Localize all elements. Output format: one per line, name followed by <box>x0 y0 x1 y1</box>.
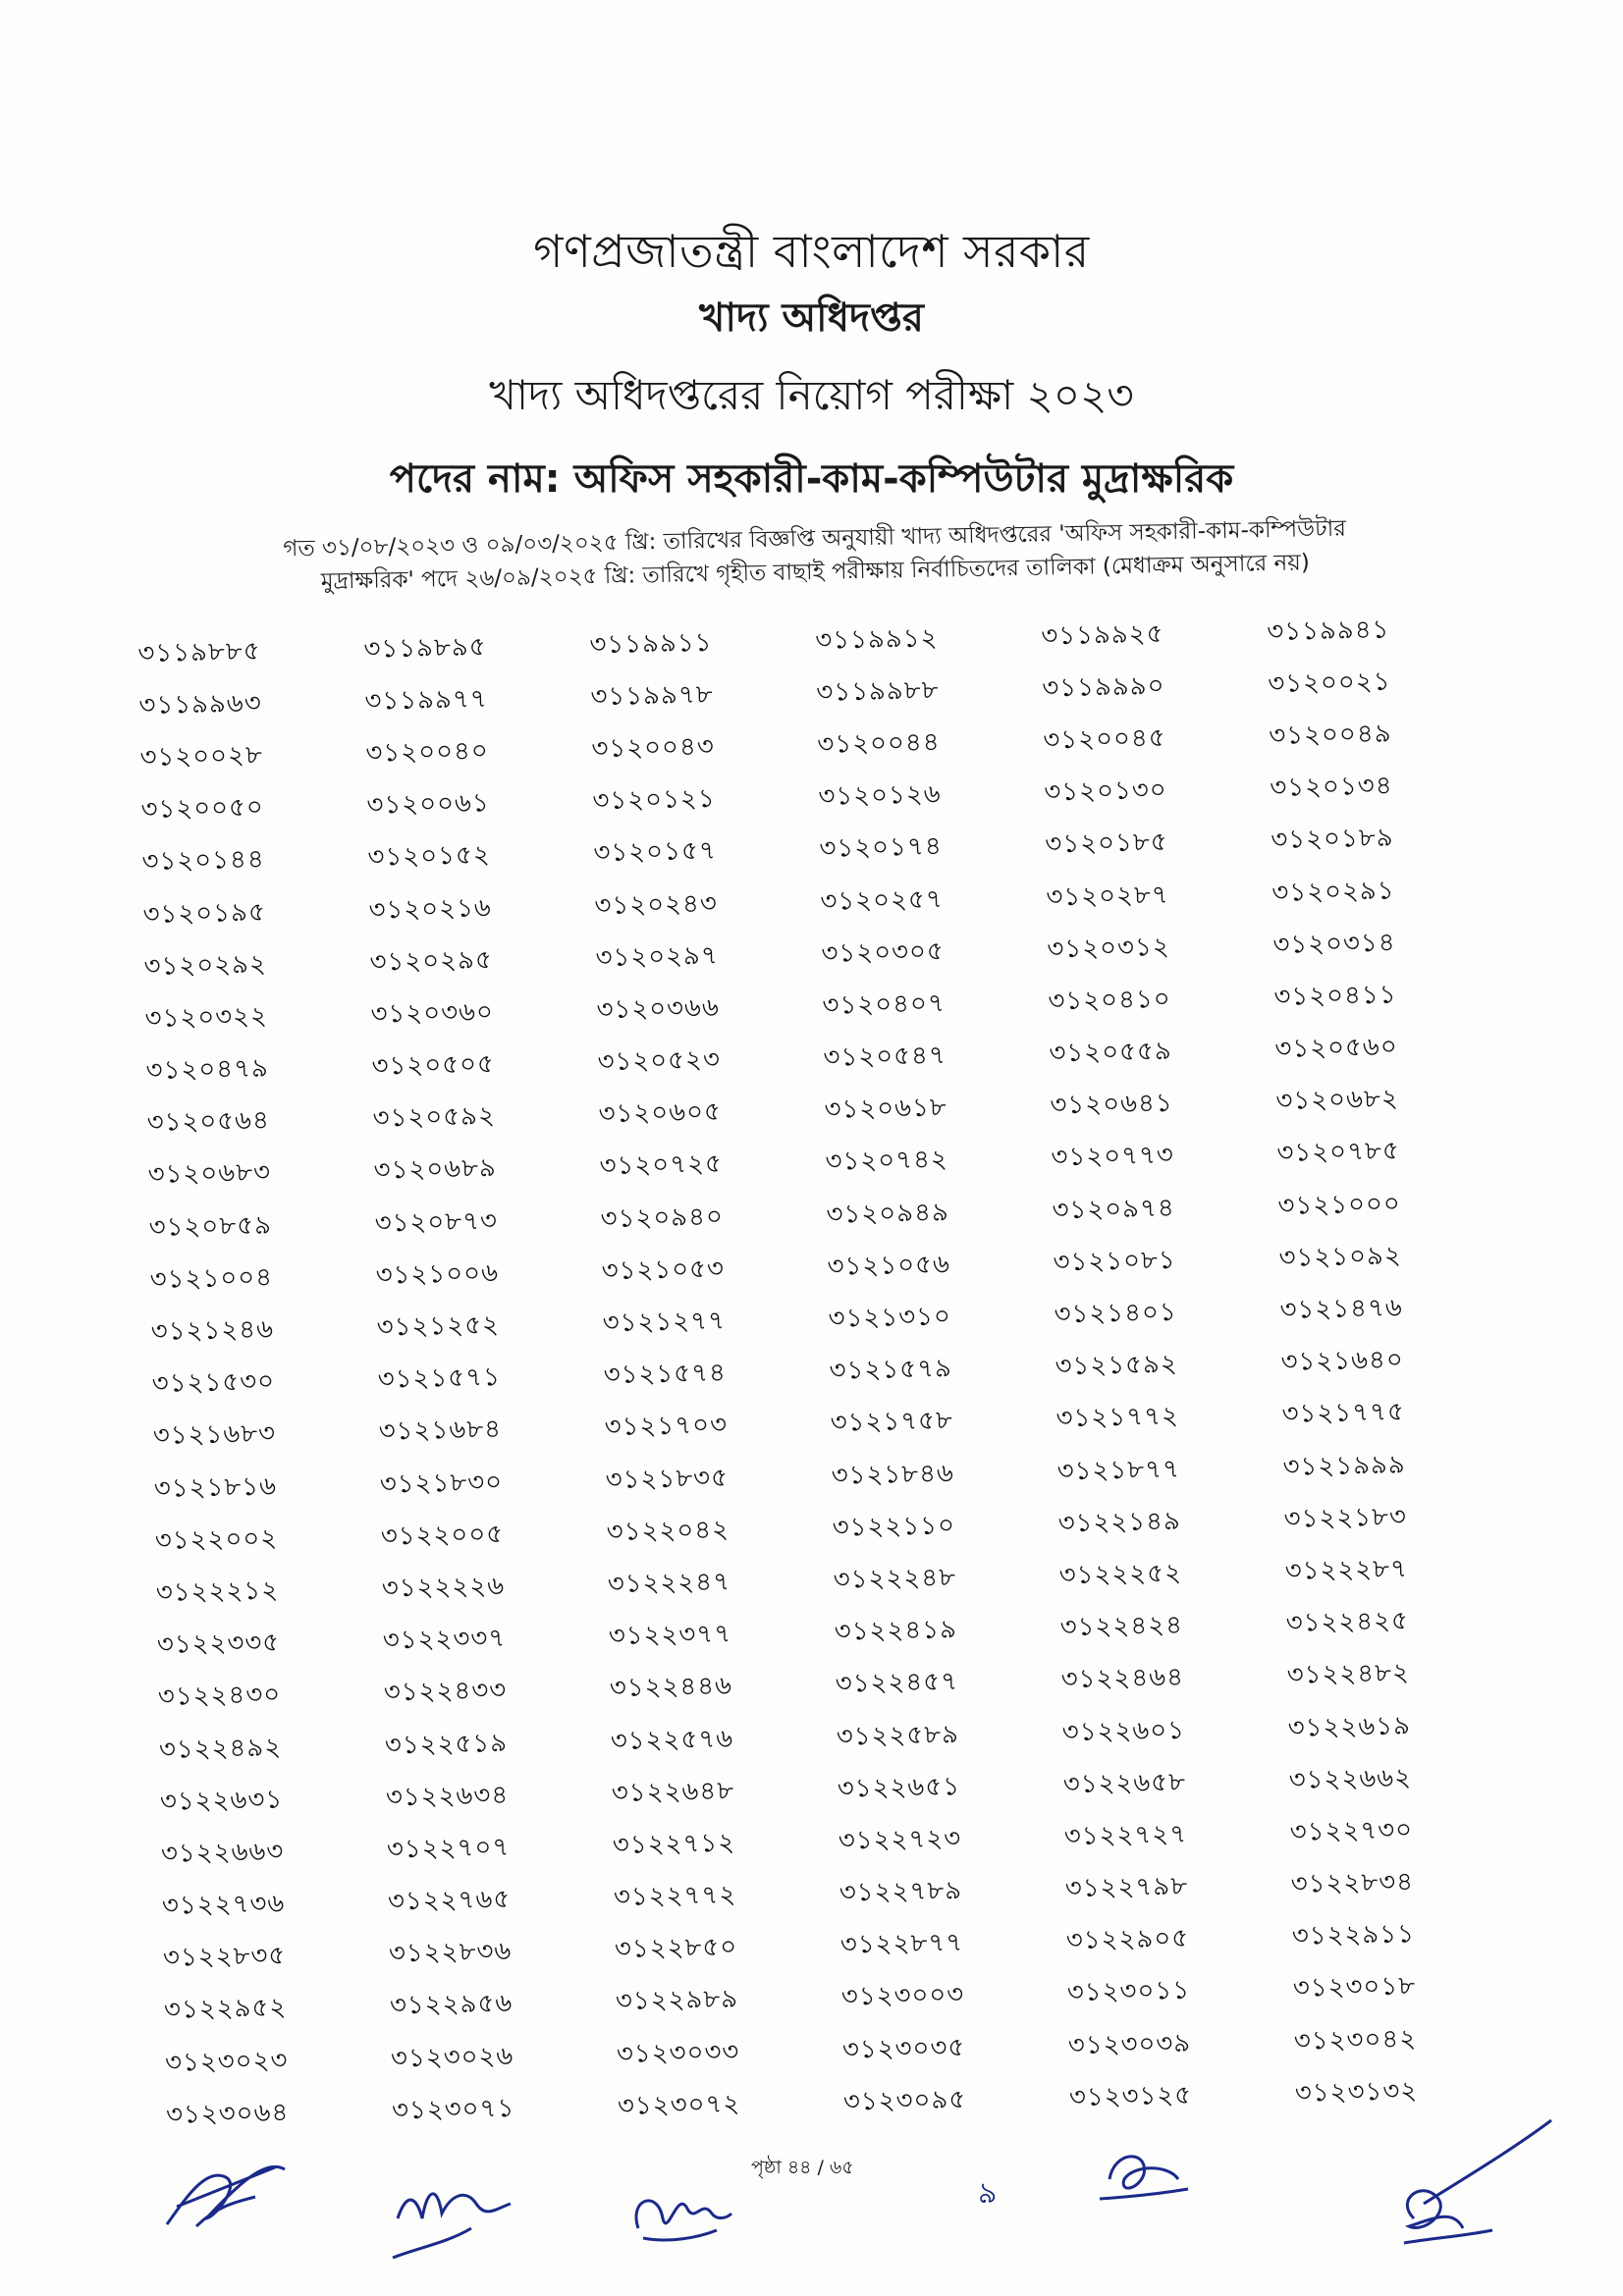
roll-number-cell: ৩১২২০০২ <box>154 1523 279 1556</box>
notice-line-1: গত ৩১/০৮/২০২৩ ও ০৯/০৩/২০২৫ খ্রি: তারিখের বিজ্ঞপ্তি অনুযায়ী খাদ্য অধিদপ্তরের 'অফিস সহকারী-কাম-কম্পিউটার <box>283 515 1347 562</box>
roll-number-cell: ৩১২০৩৬৬ <box>596 992 721 1025</box>
roll-number-cell: ৩১২২২৫২ <box>1058 1558 1183 1591</box>
roll-number-cell: ৩১২০০৪৫ <box>1043 722 1166 756</box>
signature-3 <box>619 2169 736 2258</box>
roll-number-cell: ৩১২২৪৩৩ <box>383 1676 508 1708</box>
roll-number-cell: ৩১২০৪০৭ <box>822 988 947 1021</box>
roll-number-cell: ৩১২০২১৬ <box>368 892 493 926</box>
roll-number-cell: ৩১২০৬১৮ <box>824 1093 948 1125</box>
roll-number-cell: ৩১২০৩১৪ <box>1272 928 1396 960</box>
roll-number-cell: ৩১২২৮৩৪ <box>1290 1867 1415 1899</box>
roll-number-cell: ৩১২০২৯৫ <box>369 944 494 978</box>
roll-number-cell: ৩১১৯৯৭৭ <box>364 683 488 717</box>
roll-number-cell: ৩১২১৬৪০ <box>1280 1345 1405 1377</box>
roll-number-cell: ৩১২১২৪৬ <box>150 1314 275 1347</box>
roll-number-cell: ৩১২২১১০ <box>832 1510 956 1543</box>
roll-number-cell: ৩১২০০২৮ <box>139 740 264 773</box>
roll-number-cell: ৩১২৩০৬৪ <box>165 2098 290 2130</box>
roll-number-cell: ৩১২০৬৮২ <box>1275 1084 1400 1117</box>
roll-number-cell: ৩১২১৭৭৫ <box>1281 1397 1406 1430</box>
roll-number-cell: ৩১২১৮৭৭ <box>1056 1454 1181 1486</box>
roll-number-cell: ৩১২৩০৩৩ <box>616 2037 740 2069</box>
roll-number-cell: ৩১২০৫৬৪ <box>146 1105 271 1139</box>
roll-number-cell: ৩১২২৯০৫ <box>1065 1923 1190 1956</box>
roll-number-cell: ৩১২২২২৬ <box>381 1571 506 1604</box>
roll-number-cell: ৩১২০৫২৩ <box>597 1044 722 1078</box>
roll-number-cell: ৩১২০১৩৪ <box>1270 771 1393 804</box>
roll-number-cell: ৩১২২৬৩১ <box>159 1785 284 1817</box>
roll-number-cell: ৩১১৯৯৮৮ <box>816 675 940 708</box>
roll-number-cell: ৩১২১৮১৬ <box>153 1471 278 1504</box>
roll-number-cell: ৩১২২৬৬২ <box>1288 1763 1413 1795</box>
signature-4 <box>1090 2140 1208 2218</box>
roll-number-cell: ৩১২১২৭৭ <box>602 1306 727 1339</box>
roll-number-cell: ৩১২২৫৭৬ <box>610 1724 734 1756</box>
roll-number-cell: ৩১২১৫৭৪ <box>603 1358 728 1391</box>
roll-number-cell: ৩১২০০৪৩ <box>591 731 715 765</box>
roll-number-cell: ৩১১৯৮৮৫ <box>137 636 261 668</box>
roll-number-cell: ৩১২৩০২৩ <box>164 2045 289 2078</box>
roll-number-cell: ৩১২১৪০১ <box>1054 1297 1178 1330</box>
roll-number-cell: ৩১২০০৪৪ <box>817 727 941 760</box>
roll-number-cell: ৩১২৩১৩২ <box>1294 2076 1419 2109</box>
roll-number-cell: ৩১২০৯৪৯ <box>826 1197 950 1230</box>
roll-number-cell: ৩১১৯৯৬৩ <box>138 688 262 721</box>
roll-number-cell: ৩১২২২৪৮ <box>833 1563 957 1595</box>
roll-number-cell: ৩১১৯৯২৫ <box>1041 618 1164 651</box>
roll-number-cell: ৩১২০৩১২ <box>1047 932 1170 964</box>
roll-number-cell: ৩১২১৫৯২ <box>1055 1350 1179 1382</box>
roll-number-cell: ৩১২২১৮৩ <box>1283 1502 1408 1534</box>
roll-number-cell: ৩১২২৩৭৭ <box>608 1619 732 1652</box>
roll-number-cell: ৩১২২২১২ <box>155 1575 280 1608</box>
roll-number-cell: ৩১২১৪৭৬ <box>1279 1293 1404 1325</box>
roll-number-cell: ৩১২২৬১৯ <box>1287 1710 1412 1743</box>
roll-number-cell: ৩১১৯৯৭৮ <box>590 679 714 712</box>
roll-number-cell: ৩১২৩১২৫ <box>1068 2080 1193 2112</box>
roll-number-cell: ৩১২২৪৮২ <box>1286 1658 1411 1691</box>
roll-number-cell: ৩১২০১৯৫ <box>142 897 267 930</box>
roll-number-cell: ৩১২২৯৮৯ <box>615 1984 739 2017</box>
roll-number-cell: ৩১২২৪১৯ <box>834 1615 958 1647</box>
roll-number-cell: ৩১২১৩১০ <box>828 1302 952 1334</box>
roll-number-cell: ৩১২২৭০৭ <box>386 1832 511 1865</box>
roll-number-cell: ৩১২০১৭৪ <box>819 831 943 865</box>
roll-number-cell: ৩১২০৯৭৪ <box>1052 1193 1176 1225</box>
roll-number-cell: ৩১২২৪২৫ <box>1285 1606 1410 1638</box>
government-title: গণপ্রজাতন্ত্রী বাংলাদেশ সরকার <box>533 225 1090 278</box>
roll-number-cell: ৩১২৩০৭১ <box>391 2093 515 2126</box>
roll-number-cell: ৩১২৩০৭২ <box>617 2089 741 2121</box>
roll-number-cell: ৩১২০৫৬০ <box>1274 1032 1398 1064</box>
roll-number-cell: ৩১২১০৫৩ <box>601 1254 726 1286</box>
roll-number-cell: ৩১২৩০৪২ <box>1293 2023 1418 2056</box>
roll-number-cell: ৩১২০৫৪৭ <box>823 1041 947 1073</box>
roll-number-cell: ৩১২২৭২৭ <box>1063 1819 1188 1852</box>
roll-number-cell: ৩১২২৬৬৩ <box>160 1837 285 1869</box>
roll-number-cell: ৩১১৯৯৯০ <box>1042 670 1165 704</box>
roll-number-cell: ৩১২৩০২৬ <box>390 2041 514 2073</box>
department-title: খাদ্য অধিদপ্তর <box>699 295 924 341</box>
roll-number-cell: ৩১২২৩৩৫ <box>156 1628 281 1660</box>
roll-number-cell: ৩১২০৬০৫ <box>598 1096 723 1130</box>
roll-number-cell: ৩১২১০৯২ <box>1278 1241 1403 1273</box>
roll-number-cell: ৩১২০৫৫৯ <box>1049 1036 1172 1069</box>
roll-number-cell: ৩১২০৫৯২ <box>372 1101 497 1134</box>
roll-number-cell: ৩১২২৪৪৬ <box>609 1671 733 1704</box>
roll-number-cell: ৩১২০০২১ <box>1268 667 1391 699</box>
roll-number-cell: ৩১২২৬৪৮ <box>611 1776 735 1808</box>
roll-number-cell: ৩১২১৫৩০ <box>151 1366 276 1400</box>
exam-title: খাদ্য অধিদপ্তরের নিয়োগ পরীক্ষা ২০২৩ <box>489 371 1134 419</box>
roll-number-cell: ৩১২৩০১১ <box>1066 1976 1191 2008</box>
roll-number-cell: ৩১২০২৮৭ <box>1046 880 1169 912</box>
roll-number-cell: ৩১২২৮৭৭ <box>839 1928 964 1960</box>
roll-number-cell: ৩১২০৯৪০ <box>600 1201 725 1234</box>
roll-number-cell: ৩১২৩০৩৫ <box>841 2032 966 2065</box>
roll-number-cell: ৩১২১২৫২ <box>376 1310 501 1343</box>
roll-number-cell: ৩১২১৯৯৯ <box>1282 1449 1407 1482</box>
roll-number-cell: ৩১২১০০৬ <box>375 1257 500 1291</box>
roll-number-cell: ৩১২১৮৩৫ <box>605 1463 730 1495</box>
signature-5 <box>1365 2110 1561 2258</box>
roll-number-cell: ৩১২২৭৬৫ <box>387 1885 512 1917</box>
roll-number-cell: ৩১২০১৮৯ <box>1271 823 1394 856</box>
roll-number-cell: ৩১২০৩৬০ <box>370 997 495 1030</box>
roll-number-cell: ৩১২০০৪৯ <box>1269 719 1392 751</box>
roll-number-cell: ৩১২০১৫৭ <box>593 836 717 869</box>
roll-number-cell: ৩১২২২৪৭ <box>607 1567 731 1599</box>
roll-number-cell: ৩১২২৭৩৬ <box>161 1889 286 1921</box>
roll-number-cell: ৩১২১০০০ <box>1277 1189 1402 1221</box>
page-footer <box>0 2140 1623 2268</box>
roll-number-cell: ৩১২১৮৪৬ <box>831 1458 955 1491</box>
roll-number-cell: ৩১২০৮৫৯ <box>148 1210 273 1243</box>
roll-number-cell: ৩১২১০৮১ <box>1053 1245 1177 1278</box>
roll-number-cell: ৩১২০৭৪২ <box>825 1145 949 1178</box>
roll-number-cell: ৩১১৯৮৯৫ <box>363 631 487 665</box>
roll-number-cell: ৩১২০১৫২ <box>367 840 492 873</box>
notice-line-2: মুদ্রাক্ষরিক' পদে ২৬/০৯/২০২৫ খ্রি: তারিখে গৃহীত বাছাই পরীক্ষায় নির্বাচিতদের তালিকা (মেধাক্রম অনুসারে নয়) <box>320 550 1311 595</box>
roll-number-cell: ৩১২২৭৮৯ <box>839 1876 963 1908</box>
roll-number-cell: ৩১২২৫৮৯ <box>836 1719 960 1752</box>
roll-number-cell: ৩১১৯৯১২ <box>815 622 939 656</box>
roll-number-cell: ৩১২২৪২৪ <box>1059 1610 1184 1643</box>
roll-number-cell: ৩১২৩০০৩ <box>840 1980 965 2012</box>
roll-number-cell: ৩১২০৩০৫ <box>821 936 946 969</box>
roll-number-cell: ৩১২০২৪৩ <box>594 888 719 921</box>
roll-number-cell: ৩১২৩০৩৯ <box>1067 2028 1192 2060</box>
roll-number-cell: ৩১২২৬৫৮ <box>1062 1767 1187 1799</box>
roll-number-cell: ৩১১৯৯১১ <box>589 627 713 660</box>
roll-number-cell: ৩১২২৪৫৭ <box>835 1667 959 1699</box>
roll-number-cell: ৩১২০৭৭৩ <box>1051 1141 1175 1173</box>
roll-number-cell: ৩১২২৯৫৬ <box>389 1989 514 2021</box>
roll-number-cell: ৩১২২৭৯৮ <box>1064 1871 1189 1904</box>
roll-number-cell: ৩১২৩০৯৫ <box>842 2084 967 2117</box>
roll-number-cell: ৩১২০০৪০ <box>365 736 490 769</box>
roll-number-cell: ৩১২১৫৭৯ <box>829 1354 953 1386</box>
roll-number-cell: ৩১২২০৪২ <box>606 1515 730 1547</box>
roll-number-cell: ৩১২২০০৫ <box>380 1519 505 1552</box>
roll-number-cell: ৩১২২৭২৩ <box>838 1824 962 1856</box>
roll-number-cell: ৩১২০৪১০ <box>1048 984 1171 1017</box>
roll-number-cell: ৩১২০১৩০ <box>1044 775 1167 808</box>
roll-number-cell: ৩১২২২৮৭ <box>1284 1554 1409 1586</box>
roll-number-cell: ৩১২১৬৮৪ <box>378 1415 503 1447</box>
roll-number-cell: ৩১২০৭২৫ <box>599 1149 724 1182</box>
roll-number-cell: ৩১২০২৫৭ <box>820 883 945 917</box>
initial-mark: ৯ <box>978 2176 998 2211</box>
roll-number-cell: ৩১২১০০৪ <box>149 1262 274 1295</box>
post-title: পদের নাম: অফিস সহকারী-কাম-কম্পিউটার মুদ্রাক্ষরিক <box>389 456 1234 502</box>
roll-number-cell: ৩১২১৬৮৩ <box>152 1418 277 1452</box>
roll-number-cell: ৩১২২৮৫০ <box>614 1932 738 1965</box>
page-number: পৃষ্ঠা ৪৪ / ৬৫ <box>751 2157 854 2178</box>
roll-number-cell: ৩১২১৭০৩ <box>604 1411 729 1443</box>
roll-number-cell: ৩১২০৭৮৫ <box>1276 1136 1400 1169</box>
roll-number-cell: ৩১২০১৮৫ <box>1045 828 1168 860</box>
roll-number-cell: ৩১২০২৯৭ <box>595 940 720 973</box>
roll-number-cell: ৩১২১৮৩০ <box>379 1467 504 1500</box>
roll-number-cell: ৩১২০১২৬ <box>818 779 942 812</box>
roll-number-cell: ৩১২২৩৩৭ <box>382 1624 507 1656</box>
roll-number-cell: ৩১২০৪৭৯ <box>145 1053 270 1087</box>
roll-number-cell: ৩১২২৬৫১ <box>837 1771 961 1804</box>
roll-number-cell: ৩১২০৪১১ <box>1273 980 1397 1012</box>
roll-number-cell: ৩১২০৬৪১ <box>1050 1089 1174 1121</box>
roll-number-cell: ৩১২২৯৫২ <box>163 1993 288 2026</box>
roll-number-cell: ৩১২০০৬১ <box>366 788 491 821</box>
roll-number-cell: ৩১২২৭৩০ <box>1289 1815 1414 1847</box>
roll-number-cell: ৩১২১৭৫৮ <box>830 1406 954 1439</box>
roll-number-cell: ৩১২১০৫৬ <box>827 1250 951 1282</box>
roll-number-table <box>137 603 1521 2143</box>
roll-number-cell: ৩১২১৫৭১ <box>377 1362 502 1395</box>
roll-number-cell: ৩১২২৬০১ <box>1061 1715 1186 1747</box>
roll-number-cell: ৩১২২৬৩৪ <box>385 1780 510 1813</box>
roll-number-cell: ৩১২২৯১১ <box>1291 1919 1416 1951</box>
roll-number-cell: ৩১২২১৪৯ <box>1057 1506 1182 1538</box>
roll-number-cell: ৩১২০০৫০ <box>140 792 265 826</box>
roll-number-cell: ৩১২২৭১২ <box>612 1828 736 1860</box>
signature-1 <box>147 2148 304 2246</box>
roll-number-cell: ৩১২২৮৩৫ <box>162 1941 287 1974</box>
roll-number-cell: ৩১২০২৯২ <box>143 949 268 982</box>
roll-number-cell: ৩১২৩০১৮ <box>1292 1971 1417 2004</box>
roll-number-cell: ৩১২০৩২২ <box>144 1001 269 1034</box>
roll-number-cell: ৩১২০৬৮৯ <box>373 1153 498 1186</box>
roll-number-cell: ৩১২২৪৬৪ <box>1060 1663 1185 1695</box>
roll-number-cell: ৩১২২৭৭২ <box>613 1880 737 1913</box>
roll-number-cell: ৩১২০৫০৫ <box>371 1049 496 1082</box>
roll-number-cell: ৩১২২৫১৯ <box>384 1728 509 1760</box>
signature-2 <box>378 2160 535 2268</box>
roll-number-cell: ৩১২০১২১ <box>592 783 716 817</box>
roll-number-cell: ৩১২২৮৩৬ <box>388 1937 513 1969</box>
roll-number-cell: ৩১২১৭৭২ <box>1055 1402 1180 1434</box>
roll-number-cell: ৩১২২৪৯২ <box>158 1732 283 1765</box>
roll-number-cell: ৩১২০৬৮৩ <box>147 1157 272 1191</box>
roll-number-cell: ৩১২০৮৭৩ <box>374 1205 499 1239</box>
roll-number-cell: ৩১২০২৯১ <box>1271 875 1395 908</box>
roll-number-cell: ৩১১৯৯৪১ <box>1266 614 1390 647</box>
roll-number-cell: ৩১২২৪৩০ <box>157 1680 282 1713</box>
roll-number-cell: ৩১২০১৪৪ <box>141 844 266 878</box>
notice-text <box>156 509 1473 602</box>
